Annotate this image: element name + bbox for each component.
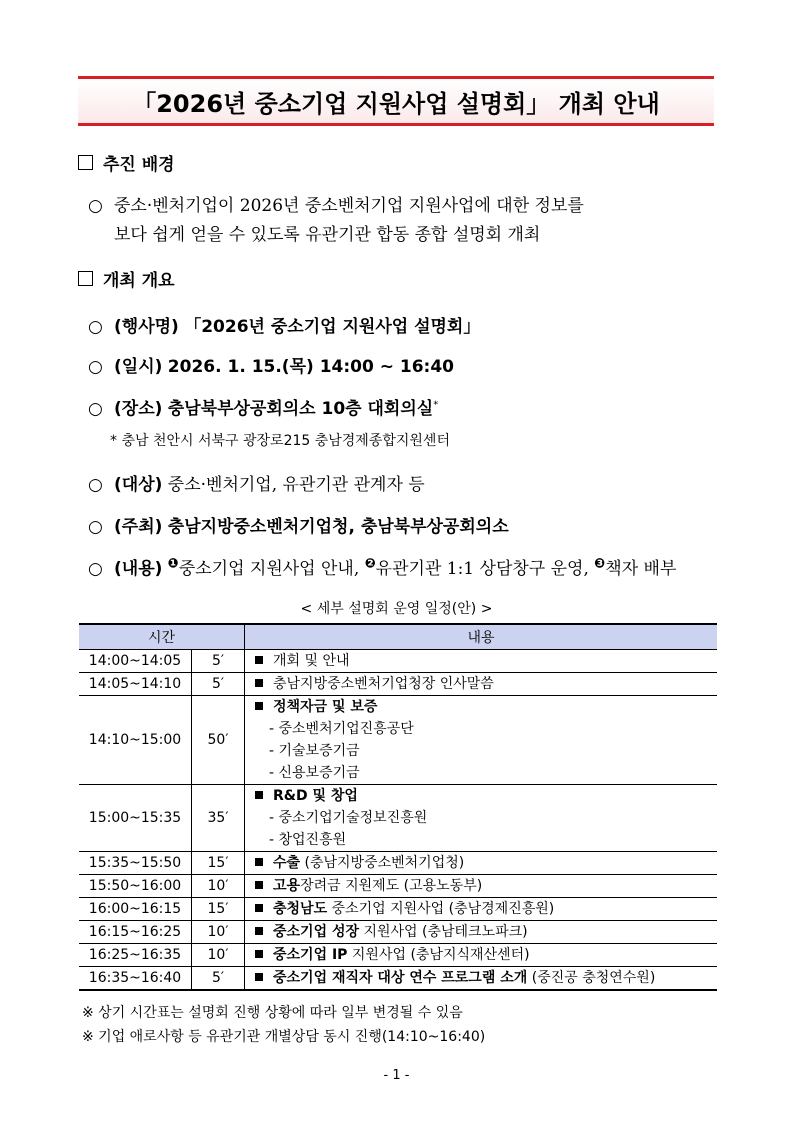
row-time: 15:35~15:50 bbox=[79, 852, 192, 875]
section-heading-label: 추진 배경 bbox=[103, 155, 175, 175]
row-duration: 5′ bbox=[192, 967, 245, 991]
number-3-icon: ❸ bbox=[594, 556, 606, 572]
section-heading-overview bbox=[78, 266, 175, 291]
circle-bullet-icon: ○ bbox=[88, 357, 103, 377]
table-row bbox=[79, 921, 717, 944]
checkbox-square-icon bbox=[78, 155, 93, 170]
row-content-bold: 중소기업 성장 bbox=[273, 924, 360, 940]
row-sub-item: - 신용보증기금 bbox=[269, 765, 360, 781]
header-content: 내용 bbox=[245, 624, 718, 650]
background-line-2: 보다 쉽게 얻을 수 있도록 유관기관 합동 종합 설명회 개최 bbox=[114, 225, 541, 245]
number-1-icon: ❶ bbox=[167, 556, 179, 572]
row-time: 15:00~15:35 bbox=[79, 785, 192, 852]
page-number: - 1 - bbox=[383, 1068, 410, 1083]
square-bullet-icon bbox=[255, 656, 263, 664]
table-row bbox=[79, 898, 717, 921]
place-address-note: * 충남 천안시 서북구 광장로215 충남경제종합지원센터 bbox=[110, 433, 450, 449]
row-time: 16:35~16:40 bbox=[79, 967, 192, 991]
circle-bullet-icon: ○ bbox=[88, 517, 103, 537]
row-content bbox=[245, 650, 718, 673]
checkbox-square-icon bbox=[78, 271, 93, 286]
row-time: 14:00~14:05 bbox=[79, 650, 192, 673]
circle-bullet-icon: ○ bbox=[88, 559, 103, 579]
table-header-row bbox=[79, 624, 717, 650]
row-duration: 5′ bbox=[192, 650, 245, 673]
row-content-bold: 고용 bbox=[273, 878, 301, 894]
row-time: 14:10~15:00 bbox=[79, 696, 192, 785]
row-content bbox=[245, 696, 718, 785]
footnote-mark: * bbox=[433, 399, 439, 411]
table-row bbox=[79, 852, 717, 875]
schedule-table bbox=[79, 623, 717, 991]
row-time: 16:00~16:15 bbox=[79, 898, 192, 921]
square-bullet-icon bbox=[255, 858, 263, 866]
row-content-bold: R&D 및 창업 bbox=[273, 788, 358, 804]
row-content-text: (중진공 충청연수원) bbox=[527, 970, 656, 986]
row-duration: 10′ bbox=[192, 875, 245, 898]
row-duration: 35′ bbox=[192, 785, 245, 852]
host-line: ○ (주최) 충남지방중소벤처기업청, 충남북부상공회의소 bbox=[88, 517, 509, 537]
row-duration: 5′ bbox=[192, 673, 245, 696]
event-name-line: ○ (행사명) 「2026년 중소기업 지원사업 설명회」 bbox=[88, 317, 481, 337]
row-sub-item: - 기술보증기금 bbox=[269, 743, 360, 759]
row-sub-item: - 중소기업기술정보진흥원 bbox=[269, 810, 428, 826]
row-content bbox=[245, 785, 718, 852]
row-content bbox=[245, 898, 718, 921]
number-2-icon: ❷ bbox=[364, 556, 376, 572]
circle-bullet-icon: ○ bbox=[88, 317, 103, 337]
row-time: 15:50~16:00 bbox=[79, 875, 192, 898]
row-content-bold: 정책자금 및 보증 bbox=[273, 699, 378, 715]
square-bullet-icon bbox=[255, 950, 263, 958]
table-row bbox=[79, 967, 717, 991]
square-bullet-icon bbox=[255, 679, 263, 687]
row-sub-item: - 중소벤처기업진흥공단 bbox=[269, 721, 414, 737]
square-bullet-icon bbox=[255, 881, 263, 889]
row-duration: 15′ bbox=[192, 852, 245, 875]
row-time: 16:25~16:35 bbox=[79, 944, 192, 967]
table-row bbox=[79, 875, 717, 898]
row-duration: 50′ bbox=[192, 696, 245, 785]
row-content-text: 지원사업 (충남지식재산센터) bbox=[347, 947, 530, 963]
square-bullet-icon bbox=[255, 904, 263, 912]
document-title: 「2026년 중소기업 지원사업 설명회」 개최 안내 bbox=[78, 76, 714, 126]
section-heading-label: 개최 개요 bbox=[103, 271, 175, 291]
row-duration: 15′ bbox=[192, 898, 245, 921]
row-duration: 10′ bbox=[192, 921, 245, 944]
square-bullet-icon bbox=[255, 702, 263, 710]
row-duration: 10′ bbox=[192, 944, 245, 967]
table-row bbox=[79, 673, 717, 696]
footnote-1: ※ 상기 시간표는 설명회 진행 상황에 따라 일부 변경될 수 있음 bbox=[82, 1005, 463, 1021]
circle-bullet-icon: ○ bbox=[88, 475, 103, 495]
square-bullet-icon bbox=[255, 927, 263, 935]
table-row bbox=[79, 650, 717, 673]
table-row bbox=[79, 696, 717, 785]
row-time: 14:05~14:10 bbox=[79, 673, 192, 696]
row-content-bold: 수출 bbox=[273, 855, 301, 871]
row-content-text: 충남지방중소벤처기업청장 인사말씀 bbox=[273, 676, 494, 692]
row-content-text: 장려금 지원제도 (고용노동부) bbox=[300, 878, 483, 894]
date-line: ○ (일시) 2026. 1. 15.(목) 14:00 ~ 16:40 bbox=[88, 357, 454, 377]
row-time: 16:15~16:25 bbox=[79, 921, 192, 944]
row-content bbox=[245, 944, 718, 967]
place-line: ○ (장소) 충남북부상공회의소 10층 대회의실* bbox=[88, 399, 439, 419]
row-content-text: 지원사업 (충남테크노파크) bbox=[359, 924, 528, 940]
row-content-bold: 충청남도 bbox=[273, 901, 328, 917]
square-bullet-icon bbox=[255, 973, 263, 981]
row-content bbox=[245, 967, 718, 991]
schedule-caption: < 세부 설명회 운영 일정(안) > bbox=[300, 601, 493, 617]
row-content bbox=[245, 921, 718, 944]
footnote-2: ※ 기업 애로사항 등 유관기관 개별상담 동시 진행(14:10~16:40) bbox=[82, 1029, 486, 1045]
background-line-1: ○ 중소·벤처기업이 2026년 중소벤처기업 지원사업에 대한 정보를 bbox=[88, 196, 584, 216]
row-content-text: 중소기업 지원사업 (충남경제진흥원) bbox=[327, 901, 555, 917]
square-bullet-icon bbox=[255, 791, 263, 799]
table-row bbox=[79, 944, 717, 967]
target-line: ○ (대상) 중소·벤처기업, 유관기관 관계자 등 bbox=[88, 475, 425, 495]
row-content bbox=[245, 852, 718, 875]
section-heading-background bbox=[78, 150, 175, 175]
row-content bbox=[245, 673, 718, 696]
row-sub-item: - 창업진흥원 bbox=[269, 832, 347, 848]
row-content-text: 개회 및 안내 bbox=[273, 653, 350, 669]
content-line: ○ (내용) $^❶$중소기업 지원사업 안내, $^❷$유관기관 1:1 상담창구 운영, $^❸$책자 배부 bbox=[88, 556, 677, 579]
table-row bbox=[79, 785, 717, 852]
circle-bullet-icon: ○ bbox=[88, 196, 103, 216]
row-content-bold: 중소기업 IP bbox=[273, 947, 348, 963]
row-content-bold: 중소기업 재직자 대상 연수 프로그램 소개 bbox=[273, 970, 528, 986]
header-time: 시간 bbox=[79, 624, 245, 650]
circle-bullet-icon: ○ bbox=[88, 399, 103, 419]
row-content bbox=[245, 875, 718, 898]
row-content-text: (충남지방중소벤처기업청) bbox=[300, 855, 465, 871]
